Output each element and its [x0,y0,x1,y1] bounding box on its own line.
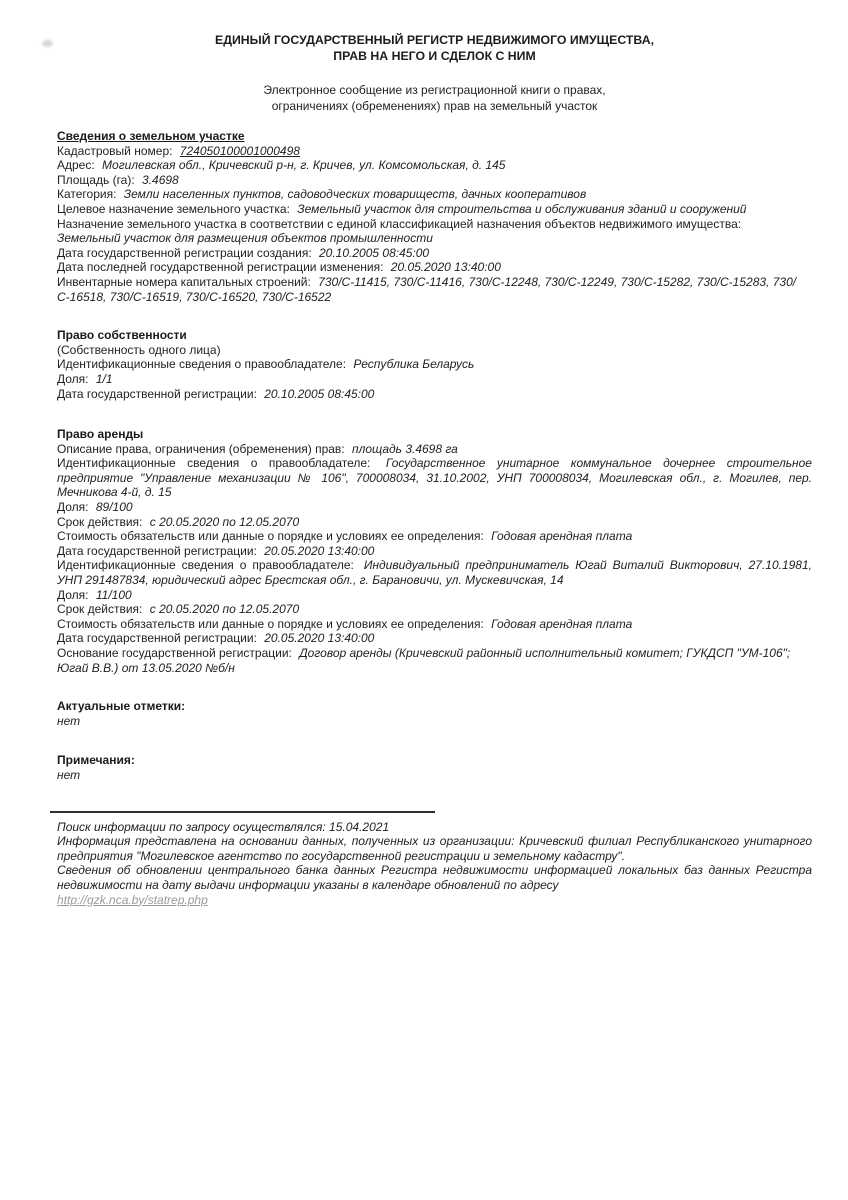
lease-holder1-value: Государственное унитарное коммунальное дочернее строительное предприятие "Управление механизации № 106", 700008034, 31.10.2002, УНП 700008034, Могилевская обл., г. Могилев, пер. Мечникова 4-й, д. 15 [57,456,812,500]
lease-registration2-value: 20.05.2020 13:40:00 [264,631,375,646]
document-title-line2: ПРАВ НА НЕГО И СДЕЛОК С НИМ [333,48,536,63]
category-label: Категория: [57,187,117,202]
lease-share1-value: 89/100 [95,500,133,515]
registration-created-label: Дата государственной регистрации создания: [57,245,312,260]
registration-created-value: 20.10.2005 08:45:00 [319,245,430,260]
ownership-registration-label: Дата государственной регистрации: [57,386,257,401]
lease-basis-row [57,646,812,675]
lease-holder2-value: Индивидуальный предприниматель Югай Виталий Викторович, 27.10.1981, УНП 291487834, юридический адрес Брестская обл., г. Барановичи, ул. Мускевичская, 14 [57,558,812,588]
lease-cost1-value: Годовая арендная плата [491,529,633,544]
search-date-line: Поиск информации по запросу осуществлялся: 15.04.2021 [57,819,390,834]
classification-row [57,217,812,246]
land-parcel-section [57,129,812,304]
lease-term2-row [57,602,812,617]
notes-heading: Примечания: [57,753,135,768]
purpose-label: Целевое назначение земельного участка: [57,201,290,216]
category-row [57,187,812,202]
registration-changed-value: 20.05.2020 13:40:00 [390,260,501,275]
actual-marks-heading: Актуальные отметки: [57,699,186,714]
lease-holder1-label: Идентификационные сведения о правообладателе: [57,456,371,471]
area-row [57,173,812,188]
lease-cost2-label: Стоимость обязательств или данные о порядке и условиях ее определения: [57,616,484,631]
actual-marks-section [57,699,812,728]
classification-label: Назначение земельного участка в соответствии с единой классификацией назначения объектов недвижимого имущества: [57,216,742,231]
purpose-value: Земельный участок для строительства и обслуживания зданий и сооружений [297,201,747,216]
document-subtitle-line1: Электронное сообщение из регистрационной книги о правах, [263,83,606,97]
address-value: Могилевская обл., Кричевский р-н, г. Кричев, ул. Комсомольская, д. 145 [102,158,506,173]
inventory-numbers-value: 730/С-11415, 730/С-11416, 730/С-12248, 730/С-12249, 730/С-15282, 730/С-15283, 730/С-16518, 730/С-16519, 730/С-16520, 730/С-16522 [57,274,797,304]
ownership-right-section [57,328,812,401]
scan-artifact [42,40,53,47]
cadastral-number-row [57,144,812,159]
lease-registration1-label: Дата государственной регистрации: [57,543,257,558]
footer-divider [50,811,435,813]
lease-description-value: площадь 3.4698 га [351,441,458,456]
lease-section-heading: Право аренды [57,427,144,442]
lease-term1-row [57,515,812,530]
lease-basis-label: Основание государственной регистрации: [57,646,292,660]
ownership-holder-label: Идентификационные сведения о правообладателе: [57,357,347,372]
statrep-link[interactable]: http://gzk.nca.by/statrep.php [57,892,208,907]
lease-term2-value: с 20.05.2020 по 12.05.2070 [149,602,300,617]
notes-value: нет [57,767,81,782]
lease-term1-label: Срок действия: [57,514,143,529]
notes-section [57,753,812,782]
lease-basis-value: Договор аренды (Кричевский районный исполнительный комитет; ГУКДСП "УМ-106"; Югай В.В.) от 13.05.2020 №б/н [57,646,791,675]
ownership-registration-value: 20.10.2005 08:45:00 [264,386,375,401]
lease-term1-value: с 20.05.2020 по 12.05.2070 [149,514,300,529]
lease-share1-label: Доля: [57,500,89,515]
ownership-section-heading: Право собственности [57,328,187,343]
classification-value: Земельный участок для размещения объектов промышленности [57,231,433,246]
lease-cost1-row [57,529,812,544]
lease-share1-row [57,500,812,515]
footer-section [57,811,812,908]
registration-changed-label: Дата последней государственной регистрации изменения: [57,260,384,275]
lease-share2-row [57,588,812,603]
purpose-row [57,202,812,217]
info-source-line: Информация представлена на основании данных, полученных из организации: Кричевский филиал Республиканского унитарного предприятия "Могилевское агентство по государственной регистрации и земельному кадастру". [57,834,812,863]
area-label: Площадь (га): [57,172,135,187]
lease-registration2-row [57,631,812,646]
document-content [57,0,812,907]
ownership-holder-row [57,357,812,372]
lease-cost1-label: Стоимость обязательств или данные о порядке и условиях ее определения: [57,529,484,544]
document-subtitle-line2: ограничениях (обременениях) прав на земельный участок [271,98,598,113]
lease-registration1-value: 20.05.2020 13:40:00 [264,543,375,558]
category-value: Земли населенных пунктов, садоводческих товариществ, дачных кооперативов [123,187,587,202]
ownership-share-row [57,372,812,387]
ownership-registration-row [57,387,812,402]
lease-cost2-row [57,617,812,632]
inventory-numbers-row [57,275,812,304]
registration-created-row [57,246,812,261]
lease-registration1-row [57,544,812,559]
actual-marks-value: нет [57,713,81,728]
registration-changed-row [57,260,812,275]
address-row [57,158,812,173]
ownership-share-value: 1/1 [95,371,113,386]
lease-description-label: Описание права, ограничения (обременения) прав: [57,441,345,456]
lease-holder2-label: Идентификационные сведения о правообладателе: [57,558,354,573]
inventory-numbers-label: Инвентарные номера капитальных строений: [57,274,311,289]
land-section-heading: Сведения о земельном участке [57,129,245,143]
lease-cost2-value: Годовая арендная плата [491,616,633,631]
lease-term2-label: Срок действия: [57,602,143,617]
ownership-holder-value: Республика Беларусь [353,357,475,372]
ownership-share-label: Доля: [57,371,89,386]
lease-share2-label: Доля: [57,587,89,602]
lease-description-row [57,442,812,457]
cadastral-number-value: 724050100001000498 [179,143,300,158]
update-info-line: Сведения об обновлении центрального банка данных Регистра недвижимости информацией локальных баз данных Регистра недвижимости на дату выдачи информации указаны в календаре обновлений по адресу [57,863,812,892]
lease-holder2-row [57,558,812,587]
lease-registration2-label: Дата государственной регистрации: [57,631,257,646]
document-title-line1: ЕДИНЫЙ ГОСУДАРСТВЕННЫЙ РЕГИСТР НЕДВИЖИМОГО ИМУЩЕСТВА, [215,33,654,47]
lease-share2-value: 11/100 [95,587,132,602]
area-value: 3.4698 [142,172,179,187]
cadastral-number-label: Кадастровый номер: [57,143,173,158]
lease-holder1-row [57,456,812,500]
address-label: Адрес: [57,158,95,173]
lease-right-section [57,427,812,675]
ownership-type-row: (Собственность одного лица) [57,342,221,357]
